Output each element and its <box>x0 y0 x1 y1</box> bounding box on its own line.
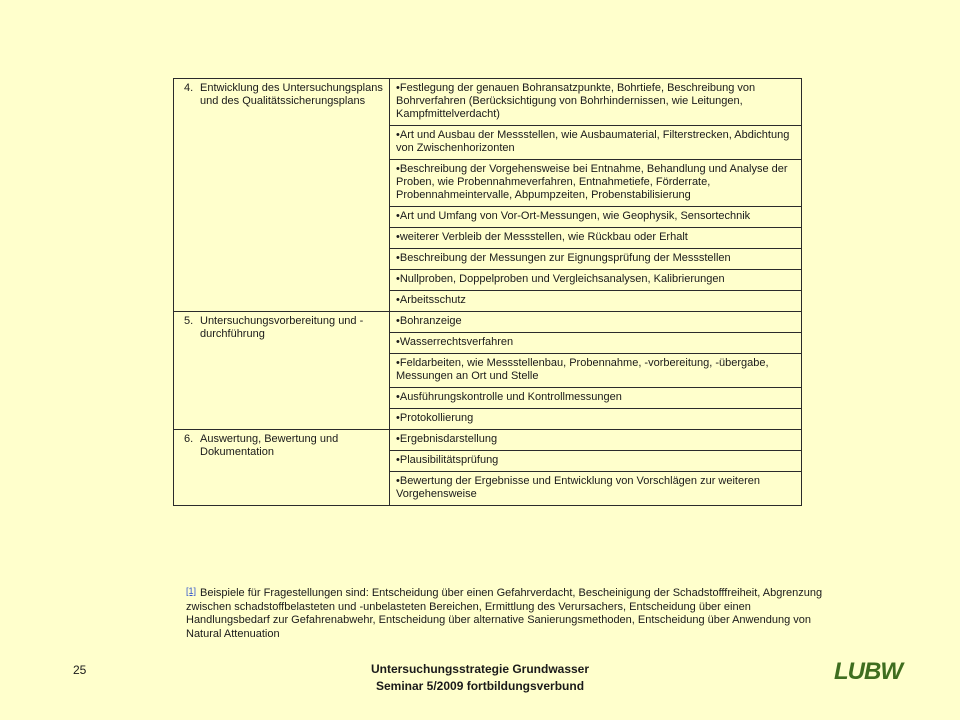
footer <box>300 661 660 695</box>
footnote-text: Beispiele für Fragestellungen sind: Entscheidung über einen Gefahrverdacht, Bescheinigung der Schadstofffreiheit, Abgrenzung zwischen schadstoffbelasteten und -unbelasteten Bereichen, Ermittlung des Verursachers, Entscheidung über einen Handlungsbedarf zur Gefahrenabwehr, Entscheidung über alternative Sanierungsmethoden, Entscheidung über Anwendung von Natural Attenuation <box>186 587 823 640</box>
section-title: Untersuchungsvorbereitung und -durchführung <box>200 315 364 340</box>
section-number: 4. <box>184 82 194 94</box>
section-cell <box>174 79 390 312</box>
item-cell <box>390 472 802 506</box>
footer-line-2: Seminar 5/2009 fortbildungsverbund <box>375 679 585 693</box>
item-cell <box>390 228 802 249</box>
section-number: 6. <box>184 433 194 445</box>
item-text: •Bewertung der Ergebnisse und Entwicklung von Vorschlägen zur weiteren Vorgehensweise <box>396 475 761 500</box>
item-text: •Feldarbeiten, wie Messstellenbau, Probennahme, -vorbereitung, -übergabe, Messungen an Ort und Stelle <box>396 357 769 382</box>
item-text: •Beschreibung der Vorgehensweise bei Entnahme, Behandlung und Analyse der Proben, wie Probennahmeverfahren, Entnahmetiefe, Förderrate, Probennahmeintervalle, Abpumpzeiten, Probenstabilisierung <box>396 163 788 201</box>
item-cell <box>390 126 802 160</box>
item-text: •Festlegung der genauen Bohransatzpunkte, Bohrtiefe, Beschreibung von Bohrverfahren (Berücksichtigung von Bohrhindernissen, wie Leitungen, Kampfmittelverdacht) <box>396 82 756 120</box>
item-text: •Ergebnisdarstellung <box>396 433 498 445</box>
section-number: 5. <box>184 315 194 327</box>
item-text: •Art und Umfang von Vor-Ort-Messungen, wie Geophysik, Sensortechnik <box>396 210 751 222</box>
lubw-logo: LUBW <box>834 658 902 685</box>
item-cell <box>390 312 802 333</box>
item-text: •Plausibilitätsprüfung <box>396 454 499 466</box>
item-cell <box>390 354 802 388</box>
item-cell <box>390 333 802 354</box>
section-title: Auswertung, Bewertung und Dokumentation <box>200 433 339 458</box>
item-text: •weiterer Verbleib der Messstellen, wie Rückbau oder Erhalt <box>396 231 688 243</box>
item-cell <box>390 409 802 430</box>
item-cell <box>390 207 802 228</box>
item-cell <box>390 79 802 126</box>
section-cell <box>174 430 390 506</box>
section-title: Entwicklung des Untersuchungsplans und des Qualitätssicherungsplans <box>200 82 383 107</box>
item-text: •Art und Ausbau der Messstellen, wie Ausbaumaterial, Filterstrecken, Abdichtung von Zwischenhorizonten <box>396 129 790 154</box>
item-text: •Arbeitsschutz <box>396 294 466 306</box>
item-text: •Wasserrechtsverfahren <box>396 336 514 348</box>
item-cell <box>390 451 802 472</box>
table-row <box>174 312 802 333</box>
item-cell <box>390 270 802 291</box>
item-cell <box>390 430 802 451</box>
item-cell <box>390 388 802 409</box>
item-text: •Nullproben, Doppelproben und Vergleichsanalysen, Kalibrierungen <box>396 273 725 285</box>
item-text: •Protokollierung <box>396 412 474 424</box>
section-cell <box>174 312 390 430</box>
item-cell <box>390 249 802 270</box>
item-text: •Beschreibung der Messungen zur Eignungsprüfung der Messstellen <box>396 252 731 264</box>
footnote <box>186 585 826 641</box>
item-cell <box>390 160 802 207</box>
table-row <box>174 79 802 126</box>
table-row <box>174 430 802 451</box>
item-text: •Ausführungskontrolle und Kontrollmessungen <box>396 391 622 403</box>
content-table <box>173 78 802 506</box>
footer-line-1: Untersuchungsstrategie Grundwasser <box>370 662 590 676</box>
page-number: 25 <box>73 663 87 677</box>
item-cell <box>390 291 802 312</box>
item-text: •Bohranzeige <box>396 315 462 327</box>
footnote-marker[interactable]: [1] <box>186 586 197 596</box>
